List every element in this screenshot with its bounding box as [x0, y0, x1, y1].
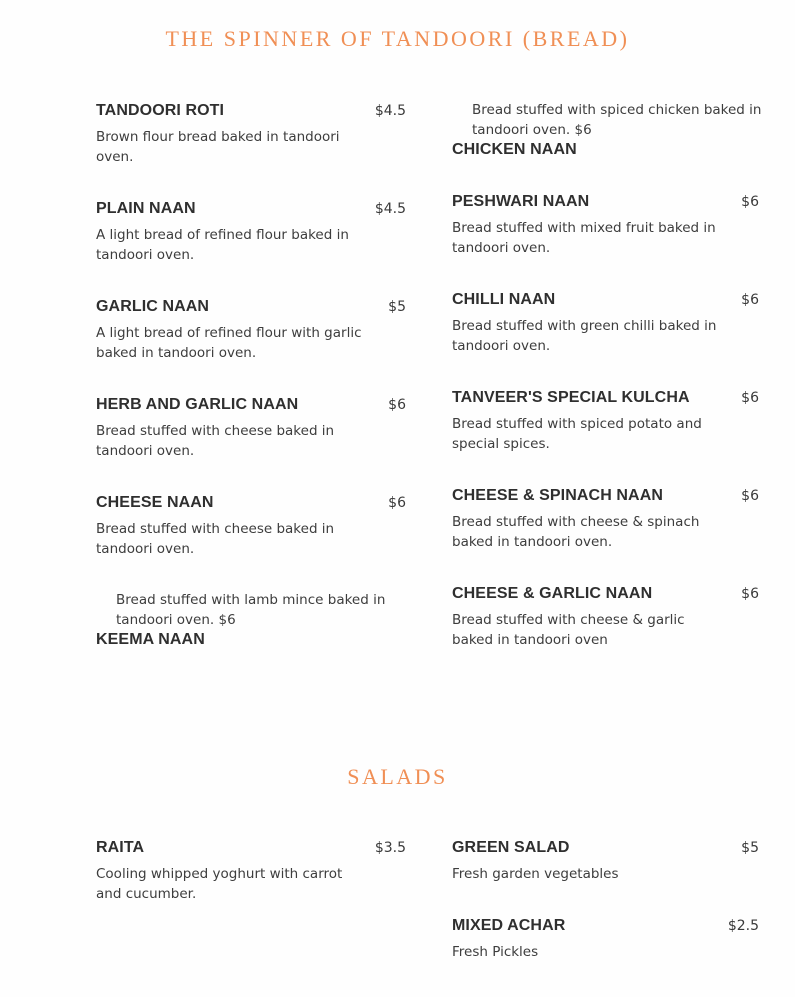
item-name: PLAIN NAAN — [96, 200, 196, 217]
item-price: $6 — [741, 586, 759, 602]
item-name: GARLIC NAAN — [96, 298, 210, 315]
item-name: RAITA — [96, 839, 145, 856]
item-price: $4.5 — [374, 201, 406, 217]
item-description: Bread stuffed with lamb mince baked in tandoori oven. $6 — [116, 592, 386, 628]
menu-item — [452, 916, 759, 962]
menu-item — [96, 590, 406, 650]
item-price: $5 — [388, 299, 406, 315]
item-name: CHEESE & GARLIC NAAN — [452, 585, 653, 602]
item-description: A light bread of refined flour with garlic baked in tandoori oven. — [96, 325, 362, 361]
menu-item — [96, 199, 406, 265]
item-name: CHICKEN NAAN — [452, 141, 577, 158]
item-price: $6 — [741, 292, 759, 308]
menu-item — [452, 290, 759, 356]
item-description: A light bread of refined flour baked in tandoori oven. — [96, 227, 349, 263]
item-name: KEEMA NAAN — [96, 631, 205, 648]
item-description: Bread stuffed with mixed fruit baked in tandoori oven. — [452, 220, 716, 256]
menu-item — [452, 192, 759, 258]
item-description: Fresh Pickles — [452, 944, 539, 960]
item-description: Fresh garden vegetables — [452, 866, 619, 882]
section-title-bread: THE SPINNER OF TANDOORI (BREAD) — [165, 26, 630, 51]
item-name: HERB AND GARLIC NAAN — [96, 396, 299, 413]
menu-item — [96, 838, 406, 904]
menu-item — [96, 493, 406, 559]
item-price: $5 — [741, 840, 759, 856]
item-price: $2.5 — [727, 918, 759, 934]
item-description: Brown flour bread baked in tandoori oven. — [96, 129, 340, 165]
menu-item — [96, 297, 406, 363]
item-description: Bread stuffed with cheese & spinach baked in tandoori oven. — [452, 514, 700, 550]
item-price: $6 — [741, 390, 759, 406]
item-price: $6 — [741, 194, 759, 210]
item-description: Bread stuffed with spiced chicken baked in tandoori oven. $6 — [472, 102, 762, 138]
menu-item — [452, 486, 759, 552]
section-title-salads: SALADS — [347, 764, 448, 789]
menu-item — [452, 100, 762, 160]
item-price: $6 — [388, 397, 406, 413]
item-description: Bread stuffed with spiced potato and special spices. — [452, 416, 702, 452]
item-description: Cooling whipped yoghurt with carrot and cucumber. — [96, 866, 343, 902]
item-description: Bread stuffed with cheese & garlic baked in tandoori oven — [452, 612, 685, 648]
item-name: GREEN SALAD — [452, 839, 570, 856]
menu-item — [452, 584, 759, 650]
item-price: $6 — [388, 495, 406, 511]
item-name: TANDOORI ROTI — [96, 102, 225, 119]
item-name: PESHWARI NAAN — [452, 193, 590, 210]
item-description: Bread stuffed with cheese baked in tandoori oven. — [96, 423, 335, 459]
item-name: TANVEER'S SPECIAL KULCHA — [452, 389, 690, 406]
item-description: Bread stuffed with green chilli baked in tandoori oven. — [452, 318, 717, 354]
menu-item — [96, 395, 406, 461]
item-name: MIXED ACHAR — [452, 917, 566, 934]
item-price: $4.5 — [374, 103, 406, 119]
item-name: CHEESE & SPINACH NAAN — [452, 487, 664, 504]
menu-item — [96, 101, 406, 167]
item-name: CHEESE NAAN — [96, 494, 214, 511]
menu-item — [452, 838, 759, 884]
item-price: $6 — [741, 488, 759, 504]
menu-item — [452, 388, 759, 454]
item-description: Bread stuffed with cheese baked in tandoori oven. — [96, 521, 335, 557]
item-name: CHILLI NAAN — [452, 291, 556, 308]
item-price: $3.5 — [374, 840, 406, 856]
